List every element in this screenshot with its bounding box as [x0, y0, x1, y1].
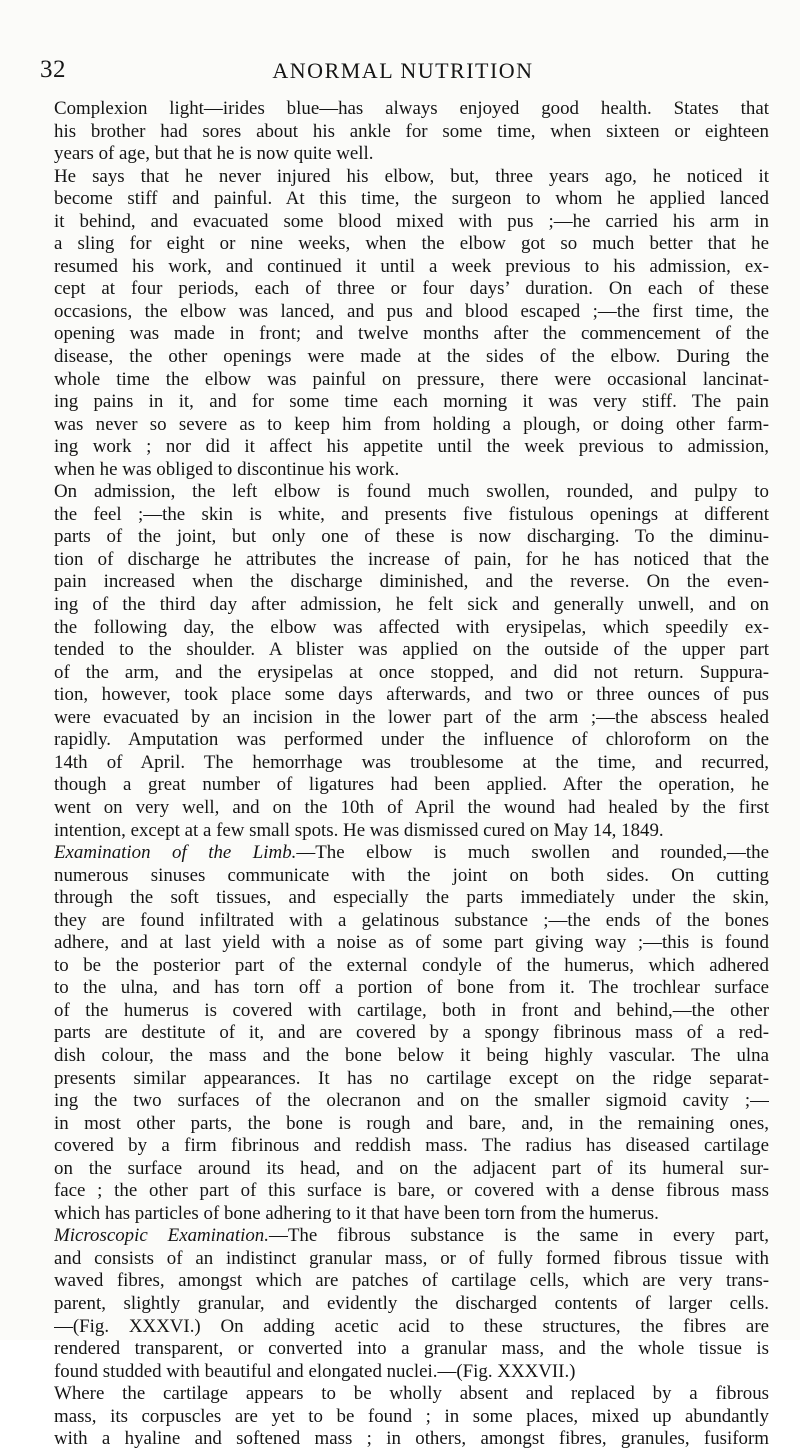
text-line: it behind, and evacuated some blood mixed with pus ;—he carried his arm in	[54, 210, 769, 232]
italic-heading: Microscopic Examination.	[54, 1225, 269, 1247]
text-line: were evacuated by an incision in the lower part of the arm ;—the abscess healed	[54, 706, 769, 728]
text-line: rendered transparent, or converted into a granular mass, and the whole tissue is	[54, 1338, 769, 1360]
text-line: which has particles of bone adhering to it that have been torn from the humerus.	[54, 1202, 659, 1224]
page-number: 32	[40, 56, 66, 83]
text-line: whole time the elbow was painful on pressure, there were occasional lancinat-	[54, 368, 769, 390]
text-line: parent, slightly granular, and evidently the discharged contents of larger cells.	[54, 1292, 769, 1314]
text-line: his brother had sores about his ankle for some time, when sixteen or eighteen	[54, 120, 769, 142]
text-line: On admission, the left elbow is found much swollen, rounded, and pulpy to	[54, 481, 769, 503]
text-line: adhere, and at last yield with a noise as of some part giving way ;—this is found	[54, 932, 769, 954]
text-line: Complexion light—irides blue—has always enjoyed good health. States that	[54, 98, 769, 119]
text-line: presents similar appearances. It has no cartilage except on the ridge separat-	[54, 1067, 769, 1089]
text-line: become stiff and painful. At this time, the surgeon to whom he applied lanced	[54, 188, 769, 210]
text-line: 14th of April. The hemorrhage was troublesome at the time, and recurred,	[54, 751, 769, 773]
text-line: numerous sinuses communicate with the joint on both sides. On cutting	[54, 864, 769, 886]
text-line: resumed his work, and continued it until a week previous to his admission, ex-	[54, 255, 769, 277]
text-line: years of age, but that he is now quite well.	[54, 143, 374, 165]
text-line: Examination of the Limb.—The elbow is much swollen and rounded,—the	[54, 842, 769, 864]
text-line: to the ulna, and has torn off a portion of bone from it. The trochlear surface	[54, 977, 769, 999]
italic-heading: Examination of the Limb.	[54, 842, 297, 864]
page-header	[40, 56, 766, 92]
text-line: found studded with beautiful and elongated nuclei.—(Fig. XXXVII.)	[54, 1360, 576, 1382]
text-line: ing work ; nor did it affect his appetite until the week previous to admission,	[54, 436, 769, 458]
text-line: parts of the joint, but only one of these is now discharging. To the diminu-	[54, 526, 769, 548]
text-line: mass, its corpuscles are yet to be found ; in some places, mixed up abundantly	[54, 1405, 769, 1427]
text-line: dish colour, the mass and the bone below it being highly vascular. The ulna	[54, 1044, 769, 1066]
running-head: ANORMAL NUTRITION	[272, 58, 534, 83]
text-line: a sling for eight or nine weeks, when the elbow got so much better that he	[54, 233, 769, 255]
text-line: face ; the other part of this surface is bare, or covered with a dense fibrous mass	[54, 1180, 769, 1202]
text-line: Where the cartilage appears to be wholly absent and replaced by a fibrous	[54, 1383, 769, 1405]
text-line: they are found infiltrated with a gelatinous substance ;—the ends of the bones	[54, 909, 769, 931]
text-line: occasions, the elbow was lanced, and pus and blood escaped ;—the first time, the	[54, 300, 769, 322]
text-line: cept at four periods, each of three or four days’ duration. On each of these	[54, 278, 769, 300]
text-line: on the surface around its head, and on the adjacent part of its humeral sur-	[54, 1157, 769, 1179]
text-line: went on very well, and on the 10th of April the wound had healed by the first	[54, 796, 769, 818]
text-line: when he was obliged to discontinue his work.	[54, 458, 400, 480]
text-line: waved fibres, amongst which are patches of cartilage cells, which are very trans-	[54, 1270, 769, 1292]
text-line: parts are destitute of it, and are covered by a spongy fibrinous mass of a red-	[54, 1022, 769, 1044]
text-line: though a great number of ligatures had been applied. After the operation, he	[54, 774, 769, 796]
text-line: tion of discharge he attributes the increase of pain, for he has noticed that the	[54, 548, 769, 570]
text-line: through the soft tissues, and especially the parts immediately under the skin,	[54, 887, 769, 909]
text-line: and consists of an indistinct granular mass, or of fully formed fibrous tissue with	[54, 1247, 769, 1269]
text-line: tended to the shoulder. A blister was applied on the outside of the upper part	[54, 639, 769, 661]
body-text	[54, 98, 769, 1451]
text-line: to be the posterior part of the external condyle of the humerus, which adhered	[54, 954, 769, 976]
text-line: the following day, the elbow was affected with erysipelas, which speedily ex-	[54, 616, 769, 638]
text-line: ing the two surfaces of the olecranon and on the smaller sigmoid cavity ;—	[54, 1090, 769, 1112]
text-line: disease, the other openings were made at the sides of the elbow. During the	[54, 346, 769, 368]
text-line: with a hyaline and softened mass ; in others, amongst fibres, granules, fusiform	[54, 1428, 769, 1450]
text-line: ing pains in it, and for some time each morning it was very stiff. The pain	[54, 391, 769, 413]
text-line: the feel ;—the skin is white, and presents five fistulous openings at different	[54, 503, 769, 525]
text-line: pain increased when the discharge diminished, and the reverse. On the even-	[54, 571, 769, 593]
text-line: ing of the third day after admission, he felt sick and generally unwell, and on	[54, 594, 769, 616]
text-line: opening was made in front; and twelve months after the commencement of the	[54, 323, 769, 345]
text-line: of the humerus is covered with cartilage, both in front and behind,—the other	[54, 999, 769, 1021]
text-line: rapidly. Amputation was performed under the influence of chloroform on the	[54, 729, 769, 751]
text-line: was never so severe as to keep him from holding a plough, or doing other farm-	[54, 413, 769, 435]
text-line: covered by a firm fibrinous and reddish mass. The radius has diseased cartilage	[54, 1135, 769, 1157]
text-line: in most other parts, the bone is rough and bare, and, in the remaining ones,	[54, 1112, 769, 1134]
text-line: intention, except at a few small spots. He was dismissed cured on May 14, 1849.	[54, 819, 664, 841]
text-line: tion, however, took place some days afterwards, and two or three ounces of pus	[54, 684, 769, 706]
text-line: Microscopic Examination.—The fibrous substance is the same in every part,	[54, 1225, 769, 1247]
text-line: of the arm, and the erysipelas at once stopped, and did not return. Suppura-	[54, 661, 769, 683]
text-line: He says that he never injured his elbow, but, three years ago, he noticed it	[54, 165, 769, 187]
text-line: —(Fig. XXXVI.) On adding acetic acid to these structures, the fibres are	[54, 1315, 769, 1337]
